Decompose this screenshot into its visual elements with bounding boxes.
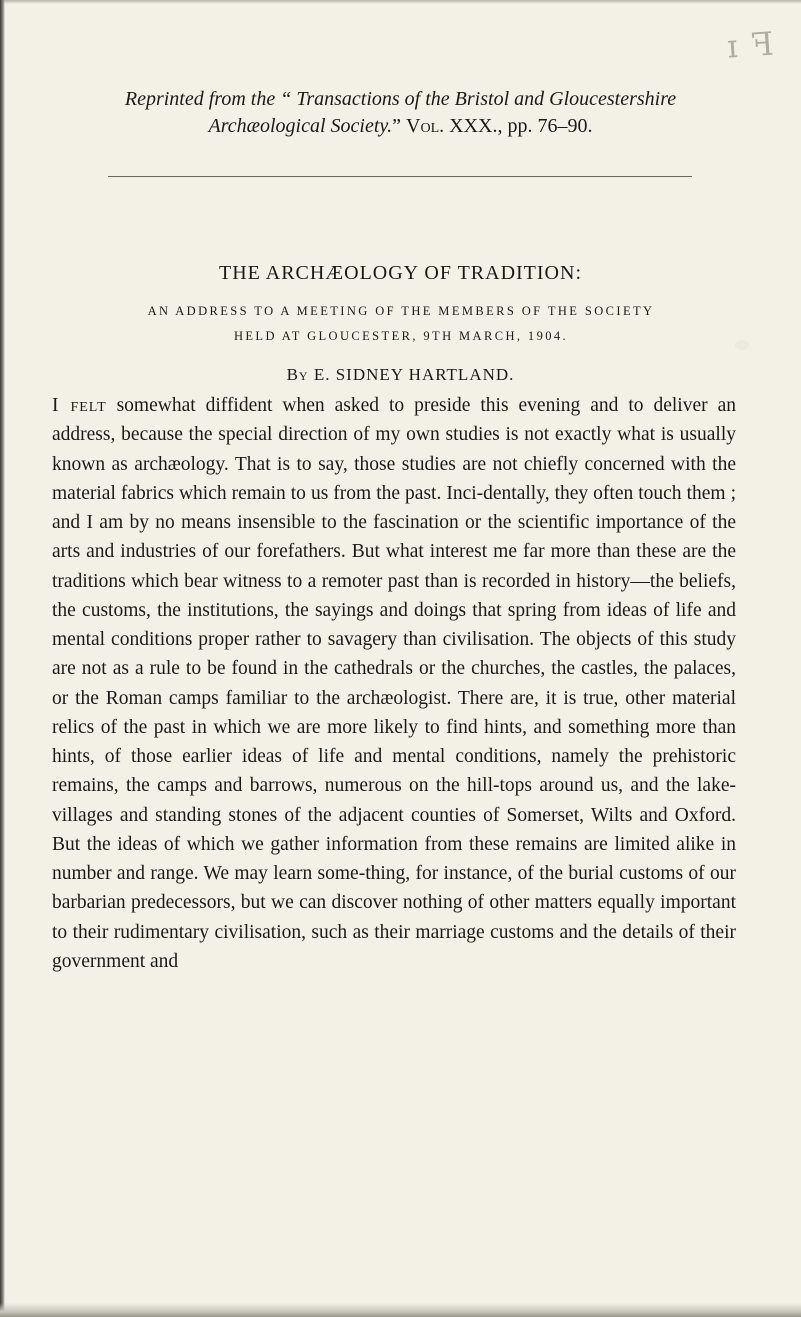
- author-name: E. SIDNEY HARTLAND.: [308, 365, 515, 384]
- byline: [0, 365, 801, 385]
- subtitle-line-2: HELD AT GLOUCESTER, 9TH MARCH, 1904.: [233, 329, 569, 343]
- body-paragraph: [52, 391, 736, 976]
- pencil-annotation: ɪ ꟻ: [725, 24, 777, 66]
- society-name: Archæological Society.: [208, 115, 393, 137]
- subtitle-line-1: AN ADDRESS TO A MEETING OF THE MEMBERS OF THE SOCIETY: [147, 304, 655, 318]
- reprint-line-1: Reprinted from the “ Transactions of the Bristol and Gloucestershire: [124, 88, 677, 110]
- volume-value: XXX., pp. 76–90.: [444, 115, 593, 137]
- page-top-edge: [0, 0, 801, 4]
- article-subtitle: [40, 299, 762, 349]
- reprint-notice: [0, 86, 801, 140]
- opening-words: I felt: [52, 395, 107, 416]
- paragraph-text: somewhat diffident when asked to preside this evening and to deliver an address, because the special direction of my own studies is not exactly what is usually known as archæology. That is to say, those studies are not chiefly concerned with the material fabrics which remain to us from the past. Inci-dentally, they often touch them ; and I am by no means insensible to the fascination or the scientific importance of the arts and industries of our forefathers. But what interest me far more than these are the traditions which bear witness to a remoter past than is recorded in history—the beliefs, the customs, the institutions, the sayings and doings that spring from ideas of life and mental conditions proper rather to savagery than civilisation. The objects of this study are not as a rule to be found in the cathedrals or the churches, the castles, the palaces, or the Roman camps familiar to the archæologist. There are, it is true, other material relics of the past in which we are more likely to find hints, and something more than hints, of those earlier ideas of life and mental conditions, namely the prehistoric remains, the camps and barrows, numerous on the hill-tops around us, and the lake-villages and standing stones of the adjacent counties of Somerset, Wilts and Oxford. But the ideas of which we gather information from these remains are limited alike in number and range. We may learn some-thing, for instance, of the burial customs of our barbarian predecessors, but we can discover nothing of other matters equally important to their rudimentary civilisation, such as their marriage customs and the details of their government and: [52, 395, 736, 972]
- body-text: [52, 391, 736, 976]
- byline-prefix: By: [286, 365, 309, 384]
- page-left-edge: [0, 0, 5, 1317]
- page-bottom-edge: [0, 1303, 801, 1317]
- volume-label: Vol.: [406, 115, 445, 137]
- header-rule: [108, 176, 692, 177]
- close-quote: ”: [392, 115, 402, 137]
- article-title: THE ARCHÆOLOGY OF TRADITION:: [219, 262, 582, 284]
- reprint-line-2: [0, 113, 801, 140]
